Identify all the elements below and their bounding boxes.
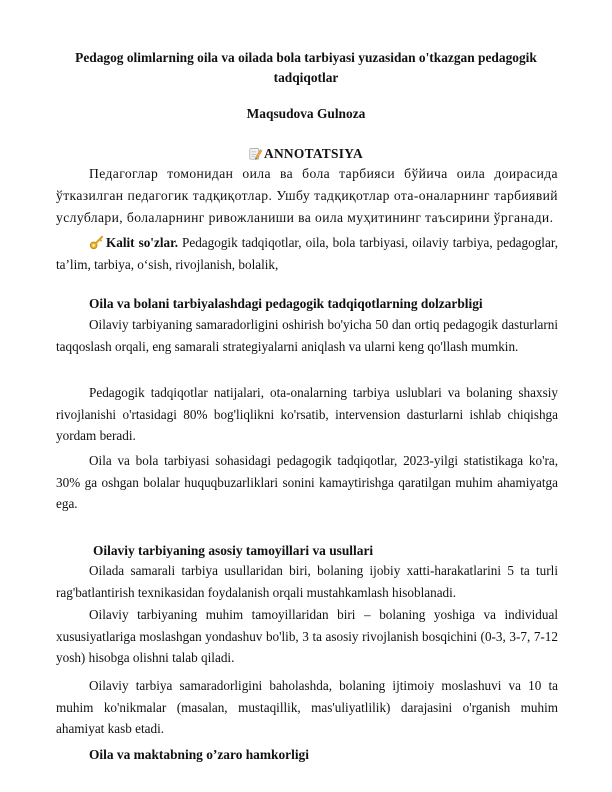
paragraph-4: [56, 560, 558, 603]
keywords-paragraph: [56, 232, 558, 275]
keywords-label: Kalit so'zlar.: [106, 235, 179, 250]
key-icon: [89, 235, 104, 250]
paragraph-2-text: Pedagogik tadqiqotlar natijalari, ota-onalarning tarbiya uslublari va bolaning shaxsiy rivojlanishi o'rtasidagi 80% bog'liqlikni ko'rsatib, intervension dasturlarni ishlab chiqishga yordam beradi.: [56, 385, 558, 443]
author-name: Maqsudova Gulnoza: [246, 106, 366, 121]
paragraph-1-text: Oilaviy tarbiyaning samaradorligini oshirish bo'yicha 50 dan ortiq pedagogik dasturlarni taqqoslash orqali, eng samarali strategiyalarni aniqlash va ularni keng qo'llash mumkin.: [56, 317, 558, 354]
paragraph-5-text: Oilaviy tarbiyaning muhim tamoyillaridan biri – bolaning yoshiga va individual xususiyatlariga moslashgan yondashuv bo'lib, 3 ta asosiy rivojlanish bosqichini (0-3, 3-7, 7-12 yosh) hisobga olishni talab qiladi.: [56, 607, 558, 665]
section-heading-3: Oila va maktabning o’zaro hamkorligi: [89, 747, 309, 762]
paragraph-2: [56, 382, 558, 447]
paragraph-5: [56, 604, 558, 669]
paragraph-6-text: Oilaviy tarbiya samaradorligini baholashda, bolaning ijtimoiy moslashuvi va 10 ta muhim ko'nikmalar (masalan, mustaqillik, mas'uliyatlilik) darajasini o'rganish muhim ahamiyat kasb etadi.: [56, 678, 558, 736]
annotation-text: Педагоглар томонидан оила ва бола тарбияси бўйича оила доирасида ўтказилган педагогик тадқиқотлар. Ушбу тадқиқотлар ота-оналарнинг тарбиявий услублари, болаларнинг ривожланиши ва оила муҳитининг таъсирини ўрганади.: [56, 166, 558, 225]
paragraph-1: [56, 314, 558, 357]
memo-pencil-icon: [249, 147, 262, 160]
paragraph-3: [56, 450, 558, 515]
paragraph-4-text: Oilada samarali tarbiya usullaridan biri, bolaning ijobiy xatti-harakatlarini 5 ta turli rag'batlantirish texnikasidan foydalanish orqali mustahkamlash hisoblanadi.: [56, 563, 558, 600]
section-heading-1: Oila va bolani tarbiyalashdagi pedagogik tadqiqotlarning dolzarbligi: [89, 296, 483, 311]
annotation-heading: [0, 146, 612, 162]
paper-title: Pedagog olimlarning oila va oilada bola tarbiyasi yuzasidan o'tkazgan pedagogik tadqiqotlar: [75, 50, 537, 85]
keywords-text: Pedagogik tadqiqotlar, oila, bola tarbiyasi, oilaviy tarbiya, pedagoglar, ta’lim, tarbiya, o‘sish, rivojlanish, bolalik,: [56, 235, 558, 272]
paragraph-3-text: Oila va bola tarbiyasi sohasidagi pedagogik tadqiqotlar, 2023-yilgi statistikaga ko'ra, 30% ga oshgan bolalar huquqbuzarliklari sonini kamaytirishga qaratilgan muhim ahamiyatga ega.: [56, 453, 558, 511]
paragraph-6: [56, 675, 558, 740]
annotation-heading-text: ANNOTATSIYA: [263, 146, 364, 161]
annotation-paragraph: [56, 163, 558, 229]
section-heading-2: Oilaviy tarbiyaning asosiy tamoyillari va usullari: [93, 543, 374, 558]
